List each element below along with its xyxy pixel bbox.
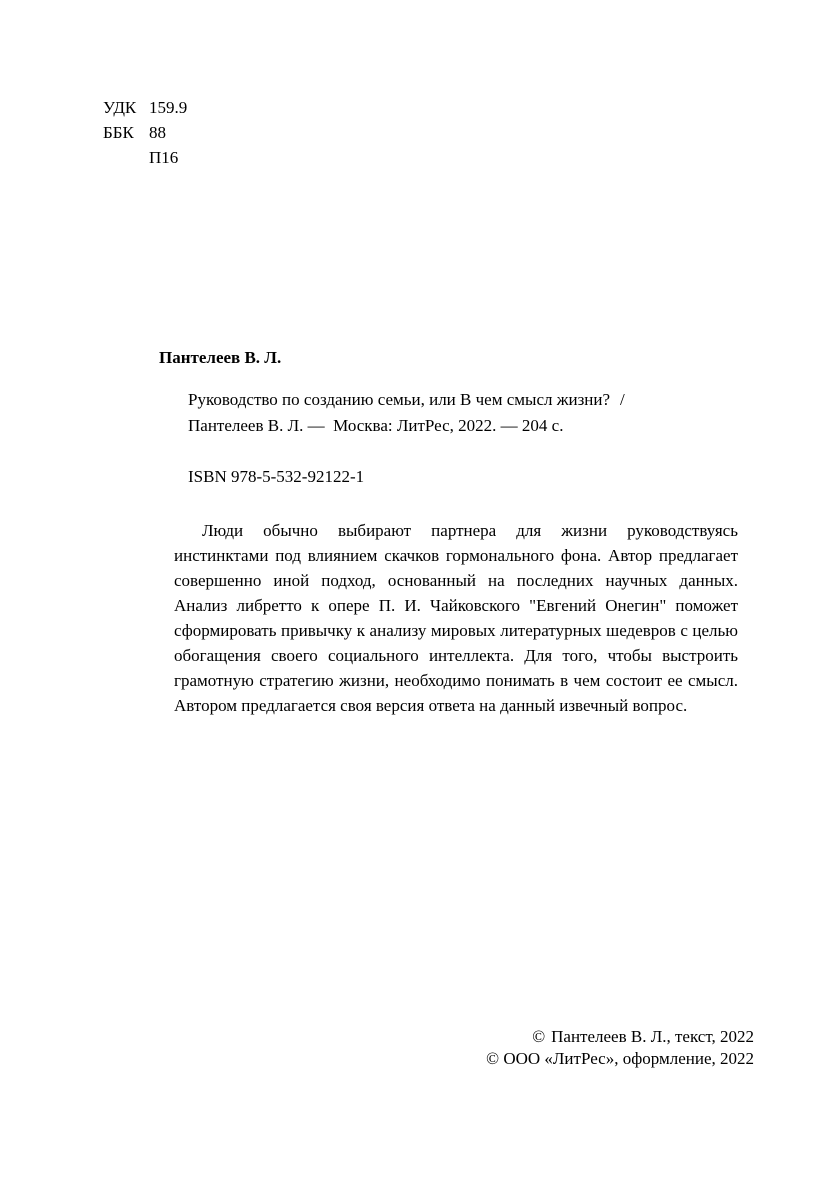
- classification-block: [103, 95, 187, 170]
- bbk-value: 88: [149, 123, 166, 142]
- publisher-info: Москва: ЛитРес, 2022. — 204 с.: [333, 416, 564, 435]
- bibliographic-description: [188, 387, 625, 439]
- copyright-block: [486, 1026, 754, 1070]
- book-title: Руководство по созданию семьи, или В чем смысл жизни?: [188, 390, 611, 409]
- author-mark-row: [103, 145, 187, 170]
- abstract-paragraph: Люди обычно выбирают партнера для жизни руководствуясь инстинктами под влиянием скачков гормонального фона. Автор предлагает совершенно иной подход, основанный на последних научных данных. Анализ либретто к опере П. И. Чайковского "Евгений Онегин" поможет сформировать привычку к анализу мировых литературных шедевров с целью обогащения своего социального интеллекта. Для того, чтобы выстроить грамотную стратегию жизни, необходимо понимать в чем состоит ее смысл. Автором предлагается своя версия ответа на данный извечный вопрос.: [174, 521, 738, 715]
- copyright-author-text: Пантелеев В. Л., текст, 2022: [551, 1027, 754, 1046]
- udk-label: УДК: [103, 98, 137, 117]
- udk-row: [103, 95, 187, 120]
- isbn: ISBN 978-5-532-92122-1: [188, 467, 365, 486]
- title-slash: /: [620, 390, 625, 409]
- copyright-author-line: [486, 1026, 754, 1048]
- bbk-row: [103, 120, 187, 145]
- author-mark: П16: [149, 148, 179, 167]
- bbk-label: ББК: [103, 123, 134, 142]
- udk-value: 159.9: [149, 98, 188, 117]
- biblio-line-1: [188, 387, 625, 413]
- copyright-publisher-line: © ООО «ЛитРес», оформление, 2022: [486, 1049, 754, 1068]
- biblio-line-2: [188, 413, 625, 439]
- author-heading: Пантелеев В. Л.: [159, 348, 282, 367]
- copyright-symbol: ©: [532, 1027, 546, 1046]
- biblio-author: Пантелеев В. Л. —: [188, 416, 325, 435]
